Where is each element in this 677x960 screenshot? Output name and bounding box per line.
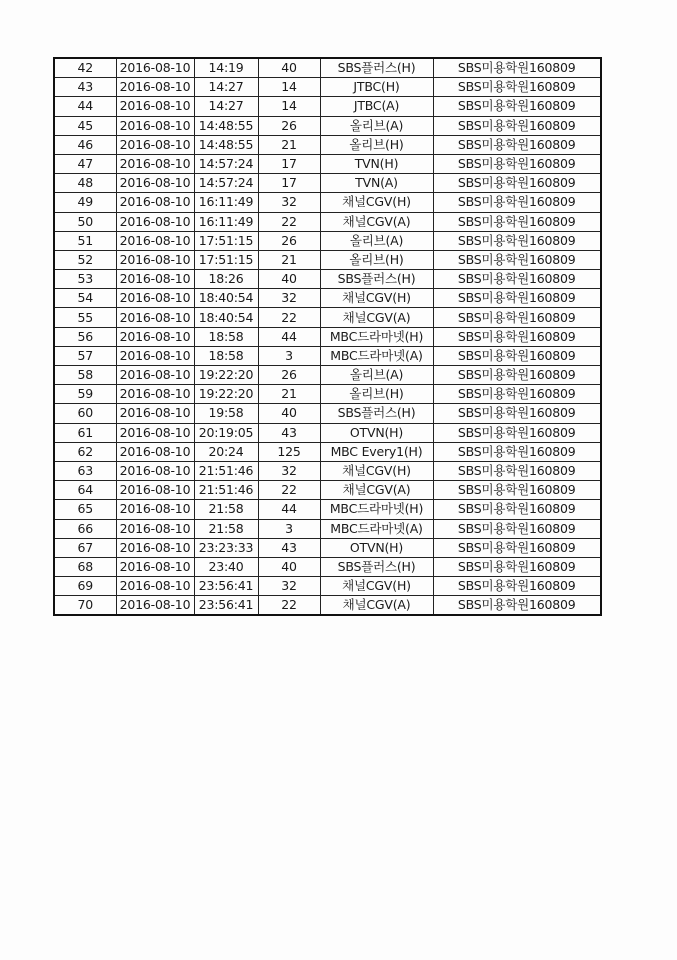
program-cell: SBS미용학원160809 xyxy=(433,174,601,193)
program-cell: SBS미용학원160809 xyxy=(433,442,601,461)
table-row xyxy=(54,500,601,519)
air-time-cell: 14:48:55 xyxy=(194,135,258,154)
duration-cell: 26 xyxy=(258,231,320,250)
duration-cell: 32 xyxy=(258,461,320,480)
row-number-cell: 66 xyxy=(54,519,116,538)
duration-cell: 3 xyxy=(258,519,320,538)
channel-cell: 채널CGV(A) xyxy=(320,481,433,500)
air-date-cell: 2016-08-10 xyxy=(116,58,194,78)
table-row xyxy=(54,519,601,538)
program-cell: SBS미용학원160809 xyxy=(433,366,601,385)
row-number-cell: 47 xyxy=(54,154,116,173)
duration-cell: 32 xyxy=(258,193,320,212)
duration-cell: 22 xyxy=(258,212,320,231)
air-time-cell: 18:26 xyxy=(194,270,258,289)
program-cell: SBS미용학원160809 xyxy=(433,404,601,423)
row-number-cell: 63 xyxy=(54,461,116,480)
row-number-cell: 44 xyxy=(54,97,116,116)
table-row xyxy=(54,308,601,327)
row-number-cell: 70 xyxy=(54,596,116,616)
air-date-cell: 2016-08-10 xyxy=(116,231,194,250)
program-cell: SBS미용학원160809 xyxy=(433,58,601,78)
air-time-cell: 14:57:24 xyxy=(194,154,258,173)
channel-cell: MBC드라마넷(A) xyxy=(320,346,433,365)
air-date-cell: 2016-08-10 xyxy=(116,538,194,557)
program-cell: SBS미용학원160809 xyxy=(433,423,601,442)
air-date-cell: 2016-08-10 xyxy=(116,270,194,289)
row-number-cell: 68 xyxy=(54,557,116,576)
program-cell: SBS미용학원160809 xyxy=(433,308,601,327)
air-date-cell: 2016-08-10 xyxy=(116,97,194,116)
program-cell: SBS미용학원160809 xyxy=(433,270,601,289)
channel-cell: SBS플러스(H) xyxy=(320,404,433,423)
air-time-cell: 14:27 xyxy=(194,97,258,116)
air-time-cell: 18:58 xyxy=(194,346,258,365)
channel-cell: TVN(H) xyxy=(320,154,433,173)
program-cell: SBS미용학원160809 xyxy=(433,154,601,173)
air-time-cell: 19:22:20 xyxy=(194,385,258,404)
air-time-cell: 20:19:05 xyxy=(194,423,258,442)
air-time-cell: 14:48:55 xyxy=(194,116,258,135)
air-date-cell: 2016-08-10 xyxy=(116,442,194,461)
air-time-cell: 14:27 xyxy=(194,78,258,97)
row-number-cell: 60 xyxy=(54,404,116,423)
program-cell: SBS미용학원160809 xyxy=(433,231,601,250)
air-time-cell: 17:51:15 xyxy=(194,231,258,250)
air-time-cell: 18:40:54 xyxy=(194,308,258,327)
table-row xyxy=(54,577,601,596)
program-cell: SBS미용학원160809 xyxy=(433,557,601,576)
table-row xyxy=(54,327,601,346)
air-time-cell: 23:23:33 xyxy=(194,538,258,557)
air-time-cell: 20:24 xyxy=(194,442,258,461)
air-date-cell: 2016-08-10 xyxy=(116,596,194,616)
duration-cell: 22 xyxy=(258,481,320,500)
table-row xyxy=(54,442,601,461)
air-time-cell: 21:58 xyxy=(194,519,258,538)
program-cell: SBS미용학원160809 xyxy=(433,385,601,404)
duration-cell: 14 xyxy=(258,78,320,97)
row-number-cell: 64 xyxy=(54,481,116,500)
row-number-cell: 49 xyxy=(54,193,116,212)
row-number-cell: 53 xyxy=(54,270,116,289)
table-row xyxy=(54,596,601,616)
duration-cell: 32 xyxy=(258,577,320,596)
air-date-cell: 2016-08-10 xyxy=(116,135,194,154)
air-time-cell: 18:40:54 xyxy=(194,289,258,308)
row-number-cell: 57 xyxy=(54,346,116,365)
table-row xyxy=(54,461,601,480)
channel-cell: 채널CGV(A) xyxy=(320,308,433,327)
table-row xyxy=(54,270,601,289)
channel-cell: 올리브(A) xyxy=(320,231,433,250)
table-row xyxy=(54,404,601,423)
broadcast-schedule-table xyxy=(53,57,602,616)
air-time-cell: 21:58 xyxy=(194,500,258,519)
row-number-cell: 54 xyxy=(54,289,116,308)
channel-cell: OTVN(H) xyxy=(320,423,433,442)
row-number-cell: 52 xyxy=(54,250,116,269)
air-time-cell: 17:51:15 xyxy=(194,250,258,269)
air-date-cell: 2016-08-10 xyxy=(116,327,194,346)
air-date-cell: 2016-08-10 xyxy=(116,461,194,480)
channel-cell: OTVN(H) xyxy=(320,538,433,557)
table-row xyxy=(54,154,601,173)
channel-cell: MBC Every1(H) xyxy=(320,442,433,461)
duration-cell: 21 xyxy=(258,250,320,269)
row-number-cell: 69 xyxy=(54,577,116,596)
air-date-cell: 2016-08-10 xyxy=(116,116,194,135)
duration-cell: 21 xyxy=(258,385,320,404)
table-row xyxy=(54,212,601,231)
air-date-cell: 2016-08-10 xyxy=(116,174,194,193)
row-number-cell: 43 xyxy=(54,78,116,97)
air-date-cell: 2016-08-10 xyxy=(116,78,194,97)
program-cell: SBS미용학원160809 xyxy=(433,596,601,616)
table-row xyxy=(54,174,601,193)
table-row xyxy=(54,538,601,557)
duration-cell: 21 xyxy=(258,135,320,154)
duration-cell: 3 xyxy=(258,346,320,365)
channel-cell: 채널CGV(H) xyxy=(320,577,433,596)
program-cell: SBS미용학원160809 xyxy=(433,327,601,346)
table-row xyxy=(54,116,601,135)
row-number-cell: 65 xyxy=(54,500,116,519)
channel-cell: 채널CGV(A) xyxy=(320,596,433,616)
channel-cell: JTBC(H) xyxy=(320,78,433,97)
air-date-cell: 2016-08-10 xyxy=(116,154,194,173)
program-cell: SBS미용학원160809 xyxy=(433,519,601,538)
row-number-cell: 62 xyxy=(54,442,116,461)
channel-cell: JTBC(A) xyxy=(320,97,433,116)
air-time-cell: 14:19 xyxy=(194,58,258,78)
table-row xyxy=(54,193,601,212)
program-cell: SBS미용학원160809 xyxy=(433,212,601,231)
table-row xyxy=(54,481,601,500)
air-time-cell: 19:58 xyxy=(194,404,258,423)
row-number-cell: 42 xyxy=(54,58,116,78)
table-row xyxy=(54,78,601,97)
air-date-cell: 2016-08-10 xyxy=(116,423,194,442)
channel-cell: 올리브(A) xyxy=(320,366,433,385)
duration-cell: 26 xyxy=(258,366,320,385)
duration-cell: 44 xyxy=(258,327,320,346)
air-time-cell: 19:22:20 xyxy=(194,366,258,385)
air-date-cell: 2016-08-10 xyxy=(116,481,194,500)
air-date-cell: 2016-08-10 xyxy=(116,250,194,269)
air-time-cell: 14:57:24 xyxy=(194,174,258,193)
air-time-cell: 23:56:41 xyxy=(194,596,258,616)
duration-cell: 40 xyxy=(258,557,320,576)
channel-cell: 채널CGV(A) xyxy=(320,212,433,231)
air-date-cell: 2016-08-10 xyxy=(116,519,194,538)
row-number-cell: 67 xyxy=(54,538,116,557)
table-row xyxy=(54,289,601,308)
duration-cell: 17 xyxy=(258,154,320,173)
air-time-cell: 16:11:49 xyxy=(194,212,258,231)
duration-cell: 43 xyxy=(258,423,320,442)
duration-cell: 43 xyxy=(258,538,320,557)
program-cell: SBS미용학원160809 xyxy=(433,289,601,308)
air-date-cell: 2016-08-10 xyxy=(116,212,194,231)
row-number-cell: 48 xyxy=(54,174,116,193)
row-number-cell: 59 xyxy=(54,385,116,404)
table-row xyxy=(54,231,601,250)
row-number-cell: 61 xyxy=(54,423,116,442)
air-date-cell: 2016-08-10 xyxy=(116,289,194,308)
row-number-cell: 55 xyxy=(54,308,116,327)
row-number-cell: 51 xyxy=(54,231,116,250)
channel-cell: SBS플러스(H) xyxy=(320,557,433,576)
row-number-cell: 50 xyxy=(54,212,116,231)
duration-cell: 40 xyxy=(258,270,320,289)
table-row xyxy=(54,250,601,269)
air-time-cell: 23:56:41 xyxy=(194,577,258,596)
duration-cell: 22 xyxy=(258,308,320,327)
table-row xyxy=(54,135,601,154)
program-cell: SBS미용학원160809 xyxy=(433,250,601,269)
program-cell: SBS미용학원160809 xyxy=(433,500,601,519)
air-time-cell: 18:58 xyxy=(194,327,258,346)
program-cell: SBS미용학원160809 xyxy=(433,78,601,97)
table-row xyxy=(54,346,601,365)
table-row xyxy=(54,366,601,385)
channel-cell: MBC드라마넷(H) xyxy=(320,500,433,519)
table-row xyxy=(54,385,601,404)
program-cell: SBS미용학원160809 xyxy=(433,538,601,557)
channel-cell: MBC드라마넷(H) xyxy=(320,327,433,346)
table-row xyxy=(54,58,601,78)
program-cell: SBS미용학원160809 xyxy=(433,116,601,135)
table-row xyxy=(54,557,601,576)
air-date-cell: 2016-08-10 xyxy=(116,577,194,596)
air-date-cell: 2016-08-10 xyxy=(116,385,194,404)
table-row xyxy=(54,423,601,442)
channel-cell: MBC드라마넷(A) xyxy=(320,519,433,538)
duration-cell: 44 xyxy=(258,500,320,519)
duration-cell: 17 xyxy=(258,174,320,193)
air-time-cell: 16:11:49 xyxy=(194,193,258,212)
duration-cell: 125 xyxy=(258,442,320,461)
channel-cell: 올리브(A) xyxy=(320,116,433,135)
row-number-cell: 58 xyxy=(54,366,116,385)
air-date-cell: 2016-08-10 xyxy=(116,366,194,385)
table-row xyxy=(54,97,601,116)
program-cell: SBS미용학원160809 xyxy=(433,461,601,480)
channel-cell: TVN(A) xyxy=(320,174,433,193)
program-cell: SBS미용학원160809 xyxy=(433,577,601,596)
row-number-cell: 45 xyxy=(54,116,116,135)
air-date-cell: 2016-08-10 xyxy=(116,193,194,212)
air-date-cell: 2016-08-10 xyxy=(116,500,194,519)
program-cell: SBS미용학원160809 xyxy=(433,135,601,154)
program-cell: SBS미용학원160809 xyxy=(433,481,601,500)
duration-cell: 40 xyxy=(258,58,320,78)
duration-cell: 22 xyxy=(258,596,320,616)
air-date-cell: 2016-08-10 xyxy=(116,308,194,327)
air-time-cell: 23:40 xyxy=(194,557,258,576)
channel-cell: 올리브(H) xyxy=(320,135,433,154)
duration-cell: 40 xyxy=(258,404,320,423)
channel-cell: SBS플러스(H) xyxy=(320,58,433,78)
program-cell: SBS미용학원160809 xyxy=(433,193,601,212)
channel-cell: 올리브(H) xyxy=(320,385,433,404)
air-time-cell: 21:51:46 xyxy=(194,461,258,480)
channel-cell: SBS플러스(H) xyxy=(320,270,433,289)
channel-cell: 올리브(H) xyxy=(320,250,433,269)
schedule-table-body xyxy=(54,58,601,615)
air-date-cell: 2016-08-10 xyxy=(116,557,194,576)
channel-cell: 채널CGV(H) xyxy=(320,461,433,480)
row-number-cell: 56 xyxy=(54,327,116,346)
duration-cell: 14 xyxy=(258,97,320,116)
program-cell: SBS미용학원160809 xyxy=(433,346,601,365)
air-time-cell: 21:51:46 xyxy=(194,481,258,500)
row-number-cell: 46 xyxy=(54,135,116,154)
channel-cell: 채널CGV(H) xyxy=(320,289,433,308)
air-date-cell: 2016-08-10 xyxy=(116,404,194,423)
duration-cell: 32 xyxy=(258,289,320,308)
air-date-cell: 2016-08-10 xyxy=(116,346,194,365)
channel-cell: 채널CGV(H) xyxy=(320,193,433,212)
program-cell: SBS미용학원160809 xyxy=(433,97,601,116)
duration-cell: 26 xyxy=(258,116,320,135)
